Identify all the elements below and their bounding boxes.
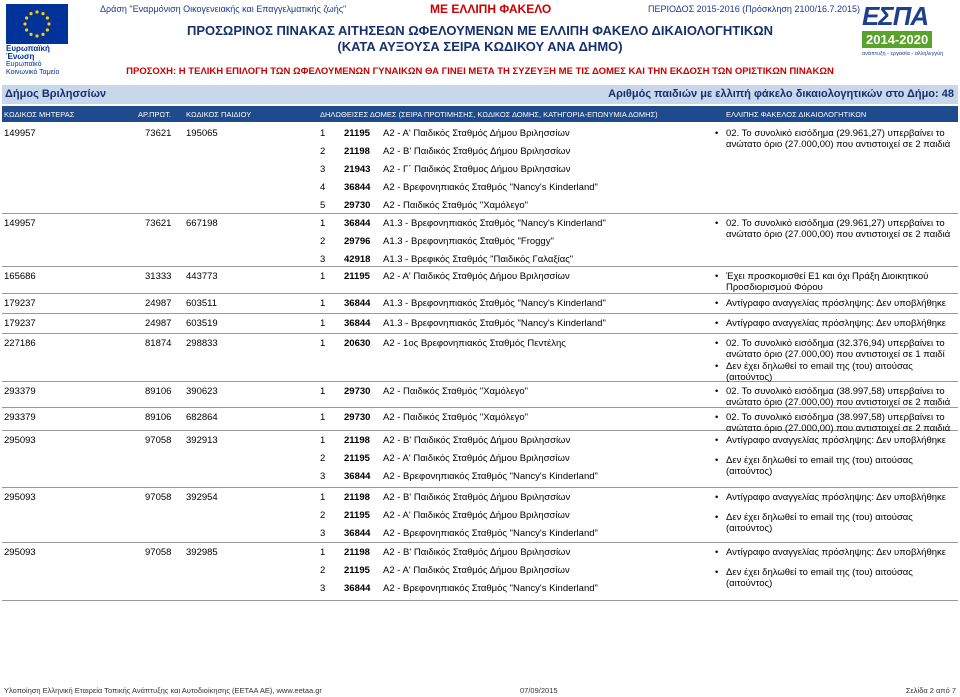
warning-notice: ΠΡΟΣΟΧΗ: Η ΤΕΛΙΚΗ ΕΠΙΛΟΓΗ ΤΩΝ ΩΦΕΛΟΥΜΕΝΩΝ ΓΥΝΑΙΚΩΝ ΘΑ ΓΙΝΕΙ ΜΕΤΑ ΤΗ ΣΥΖΕΥΞΗ ΜΕ ΤΙΣ ΔΟΜΕΣ ΚΑΙ ΤΗΝ ΕΚΔΟΣΗ ΤΩΝ ΟΡΙΣΤΙΚΩΝ ΠΙΝΑΚΩΝ	[126, 66, 834, 77]
table-row	[2, 433, 958, 488]
missing-reason: • Δεν έχει δηλωθεί το email της (του) αιτούσας (αιτούντος)	[714, 361, 958, 383]
structure-option	[2, 200, 702, 216]
option-order: 1	[320, 547, 326, 558]
structure-name: Α1.3 - Βρεφονηπιακός Σταθμός "Nancy's Kinderland"	[383, 298, 606, 309]
structure-option	[2, 471, 702, 487]
structure-name: Α2 - Παιδικός Σταθμός "Χαμόλεγο"	[383, 200, 529, 211]
missing-reason: • Αντίγραφο αναγγελίας πρόσληψης: Δεν υποβλήθηκε	[714, 435, 958, 446]
child-code: 195065	[186, 128, 218, 139]
structure-name: Α2 - Βρεφονηπιακός Σταθμός "Nancy's Kinderland"	[383, 182, 598, 193]
incomplete-file-label: ΜΕ ΕΛΛΙΠΗ ΦΑΚΕΛΟ	[430, 2, 552, 16]
structure-name: Α2 - Γ΄ Παιδικός Σταθμος Δήμου Βριλησσίων	[383, 164, 571, 175]
municipality-name: Δήμος Βριλησσίων	[5, 88, 107, 100]
missing-reason: • 02. Το συνολικό εισόδημα (38.997,58) υπερβαίνει το ανώτατο όριο (27.000,00) που αντιστοιχεί σε 2 παιδιά	[714, 386, 958, 408]
option-order: 1	[320, 298, 326, 309]
ar-prot: 81874	[145, 338, 172, 349]
structure-name: Α2 - Α' Παιδικός Σταθμός Δήμου Βριλησσίων	[383, 565, 570, 576]
structure-code: 21198	[344, 492, 370, 503]
missing-reason: • Αντίγραφο αναγγελίας πρόσληψης: Δεν υποβλήθηκε	[714, 547, 958, 558]
eu-caption-line1: Ευρωπαϊκή Ένωση	[6, 44, 50, 61]
option-order: 3	[320, 254, 326, 265]
mother-code: 227186	[4, 338, 36, 349]
structure-code: 29730	[344, 412, 371, 423]
municipality-bar	[2, 85, 958, 104]
structure-option	[2, 583, 702, 599]
option-order: 1	[320, 128, 326, 139]
child-code: 682864	[186, 412, 218, 423]
action-name: Δράση "Εναρμόνιση Οικογενειακής και Επαγγελματικής ζωής"	[100, 4, 347, 14]
option-order: 4	[320, 182, 326, 193]
header-options: ΔΗΛΩΘΕΙΣΕΣ ΔΟΜΕΣ (ΣΕΙΡΑ ΠΡΟΤΙΜΗΣΗΣ, ΚΩΔΙΚΟΣ ΔΟΜΗΣ, ΚΑΤΗΓΟΡΙΑ-ΕΠΩΝΥΜΙΑ ΔΟΜΗΣ)	[320, 110, 658, 119]
structure-name: Α2 - Β' Παιδικός Σταθμός Δήμου Βριλησσίων	[383, 435, 571, 446]
structure-name: Α2 - Β' Παιδικός Σταθμός Δήμου Βριλησσίων	[383, 547, 571, 558]
option-order: 1	[320, 218, 326, 229]
missing-reason: • Έχει προσκομισθεί Ε1 και όχι Πράξη Διοικητικού Προσδιορισμού Φόρου	[714, 271, 958, 293]
mother-code: 295093	[4, 435, 36, 446]
structure-name: Α1.3 - Βρεφονηπιακός Σταθμός "Nancy's Kinderland"	[383, 318, 606, 329]
structure-name: Α2 - Α' Παιδικός Σταθμός Δήμου Βριλησσίων	[383, 128, 570, 139]
structure-code: 36844	[344, 583, 371, 594]
structure-option	[2, 218, 702, 234]
ar-prot: 97058	[145, 547, 172, 558]
structure-option	[2, 453, 702, 469]
ar-prot: 24987	[145, 298, 172, 309]
missing-reason: • 02. Το συνολικό εισόδημα (38.997,58) υπερβαίνει το ανώτατο όριο (27.000,00) που αντιστοιχεί σε 2 παιδιά	[714, 412, 958, 434]
table-row	[2, 126, 958, 214]
option-order: 3	[320, 528, 326, 539]
option-order: 1	[320, 386, 326, 397]
structure-option	[2, 338, 702, 354]
structure-code: 36844	[344, 218, 371, 229]
structure-code: 36844	[344, 318, 371, 329]
option-order: 3	[320, 583, 326, 594]
header-mother-code: ΚΩΔΙΚΟΣ ΜΗΤΕΡΑΣ	[4, 110, 75, 119]
structure-option	[2, 146, 702, 162]
child-code: 298833	[186, 338, 218, 349]
structure-code: 29796	[344, 236, 371, 247]
structure-code: 29730	[344, 200, 371, 211]
structure-option	[2, 182, 702, 198]
mother-code: 179237	[4, 318, 36, 329]
mother-code: 295093	[4, 492, 36, 503]
table-row	[2, 216, 958, 267]
espa-word: ΕΣΠΑ	[862, 1, 929, 31]
structure-code: 21195	[344, 510, 370, 521]
eu-caption-line2: Ευρωπαϊκό Κοινωνικό Ταμείο	[6, 61, 60, 76]
table-row	[2, 490, 958, 543]
table-row	[2, 296, 958, 314]
ar-prot: 31333	[145, 271, 172, 282]
table-row	[2, 545, 958, 601]
structure-option	[2, 128, 702, 144]
mother-code: 165686	[4, 271, 36, 282]
header-child-code: ΚΩΔΙΚΟΣ ΠΑΙΔΙΟΥ	[186, 110, 252, 119]
structure-code: 20630	[344, 338, 371, 349]
child-code: 443773	[186, 271, 218, 282]
structure-code: 42918	[344, 254, 371, 265]
option-order: 2	[320, 453, 326, 464]
footer-date: 07/09/2015	[520, 686, 558, 695]
footer-credit: Υλοποίηση Ελληνική Εταιρεία Τοπικής Ανάπτυξης και Αυτοδιοίκησης (ΕΕΤΑΑ ΑΕ), www.eetaa.gr	[4, 686, 322, 695]
structure-option	[2, 386, 702, 402]
structure-name: Α2 - Παιδικός Σταθμός "Χαμόλεγο"	[383, 412, 529, 423]
option-order: 2	[320, 510, 326, 521]
option-order: 5	[320, 200, 326, 211]
structure-option	[2, 412, 702, 428]
header-missing: ΕΛΛΙΠΗΣ ΦΑΚΕΛΟΣ ΔΙΚΑΙΟΛΟΓΗΤΙΚΩΝ	[726, 110, 867, 119]
structure-code: 36844	[344, 471, 371, 482]
structure-code: 21195	[344, 128, 370, 139]
structure-option	[2, 298, 702, 314]
structure-name: Α2 - Β' Παιδικός Σταθμός Δήμου Βριλησσίων	[383, 146, 571, 157]
option-order: 1	[320, 435, 326, 446]
structure-name: Α1.3 - Βρεφονηπιακός Σταθμός "Froggy"	[383, 236, 554, 247]
structure-option	[2, 435, 702, 451]
structure-option	[2, 528, 702, 544]
child-code: 392913	[186, 435, 218, 446]
top-line	[100, 3, 860, 16]
missing-reason: • Αντίγραφο αναγγελίας πρόσληψης: Δεν υποβλήθηκε	[714, 318, 958, 329]
structure-name: Α2 - Βρεφονηπιακός Σταθμός "Nancy's Kinderland"	[383, 583, 598, 594]
table-row	[2, 316, 958, 334]
structure-name: Α2 - Παιδικός Σταθμός "Χαμόλεγο"	[383, 386, 529, 397]
missing-reason: • Δεν έχει δηλωθεί το email της (του) αιτούσας (αιτούντος)	[714, 512, 958, 534]
structure-name: Α2 - 1ος Βρεφονηπιακός Σταθμός Πεντέλης	[383, 338, 566, 349]
missing-reason: • Αντίγραφο αναγγελίας πρόσληψης: Δεν υποβλήθηκε	[714, 492, 958, 503]
ar-prot: 73621	[145, 128, 172, 139]
structure-code: 36844	[344, 182, 371, 193]
structure-option	[2, 510, 702, 526]
ar-prot: 89106	[145, 412, 172, 423]
structure-name: Α1.3 - Βρεφικός Σταθμός "Παιδικός Γαλαξίας"	[383, 254, 574, 265]
structure-code: 21198	[344, 435, 370, 446]
structure-name: Α2 - Βρεφονηπιακός Σταθμός "Nancy's Kinderland"	[383, 528, 598, 539]
option-order: 1	[320, 318, 326, 329]
page-title-line1: ΠΡΟΣΩΡΙΝΟΣ ΠΙΝΑΚΑΣ ΑΙΤΗΣΕΩΝ ΩΦΕΛΟΥΜΕΝΩΝ ΜΕ ΕΛΛΙΠΗ ΦΑΚΕΛΟ ΔΙΚΑΙΟΛΟΓΗΤΙΚΩΝ	[186, 23, 774, 38]
structure-name: Α2 - Α' Παιδικός Σταθμός Δήμου Βριλησσίων	[383, 271, 570, 282]
structure-name: Α2 - Β' Παιδικός Σταθμός Δήμου Βριλησσίων	[383, 492, 571, 503]
option-order: 3	[320, 471, 326, 482]
missing-reason: • Δεν έχει δηλωθεί το email της (του) αιτούσας (αιτούντος)	[714, 455, 958, 477]
structure-option	[2, 164, 702, 180]
option-order: 2	[320, 146, 326, 157]
espa-tagline: ανάπτυξη - εργασία - αλληλεγγύη	[862, 51, 944, 57]
table-header	[2, 106, 958, 122]
structure-code: 21195	[344, 565, 370, 576]
structure-option	[2, 271, 702, 287]
missing-reason: • 02. Το συνολικό εισόδημα (29.961,27) υπερβαίνει το ανώτατο όριο (27.000,00) που αντιστοιχεί σε 2 παιδιά	[714, 218, 958, 240]
missing-reason: • Δεν έχει δηλωθεί το email της (του) αιτούσας (αιτούντος)	[714, 567, 958, 589]
option-order: 2	[320, 236, 326, 247]
mother-code: 149957	[4, 128, 36, 139]
child-code: 603511	[186, 298, 217, 309]
child-code: 603519	[186, 318, 218, 329]
footer-page-number: Σελίδα 2 από 7	[905, 686, 956, 695]
structure-name: Α2 - Βρεφονηπιακός Σταθμός "Nancy's Kinderland"	[383, 471, 598, 482]
option-order: 2	[320, 565, 326, 576]
option-order: 1	[320, 412, 326, 423]
header-ar-prot: ΑΡ.ΠΡΩΤ.	[138, 110, 171, 119]
missing-reason: • 02. Το συνολικό εισόδημα (32.376,94) υπερβαίνει το ανώτατο όριο (27.000,00) που αντιστοιχεί σε 1 παιδί	[714, 338, 958, 360]
table-row	[2, 384, 958, 408]
structure-name: Α2 - Α' Παιδικός Σταθμός Δήμου Βριλησσίων	[383, 453, 570, 464]
table-row	[2, 410, 958, 434]
structure-code: 29730	[344, 386, 371, 397]
child-code: 390623	[186, 386, 218, 397]
structure-option	[2, 318, 702, 334]
structure-code: 21195	[344, 453, 370, 464]
structure-option	[2, 565, 702, 581]
mother-code: 149957	[4, 218, 36, 229]
ar-prot: 89106	[145, 386, 172, 397]
option-order: 3	[320, 164, 326, 175]
structure-option	[2, 492, 702, 508]
structure-name: Α2 - Α' Παιδικός Σταθμός Δήμου Βριλησσίων	[383, 510, 570, 521]
mother-code: 295093	[4, 547, 36, 558]
structure-code: 21198	[344, 547, 370, 558]
mother-code: 293379	[4, 412, 36, 423]
missing-reason: • 02. Το συνολικό εισόδημα (29.961,27) υπερβαίνει το ανώτατο όριο (27.000,00) που αντιστοιχεί σε 2 παιδιά	[714, 128, 958, 150]
option-order: 1	[320, 271, 326, 282]
ar-prot: 73621	[145, 218, 172, 229]
table-row	[2, 336, 958, 382]
option-order: 1	[320, 338, 326, 349]
structure-code: 36844	[344, 528, 371, 539]
ar-prot: 24987	[145, 318, 172, 329]
period-label: ΠΕΡΙΟΔΟΣ 2015-2016 (Πρόσκληση 2100/16.7.2015)	[647, 4, 860, 14]
ar-prot: 97058	[145, 492, 172, 503]
structure-code: 21195	[344, 271, 370, 282]
structure-name: Α1.3 - Βρεφονηπιακός Σταθμός "Nancy's Kinderland"	[383, 218, 606, 229]
structure-option	[2, 236, 702, 252]
structure-option	[2, 254, 702, 270]
table-row	[2, 269, 958, 294]
structure-code: 21198	[344, 146, 370, 157]
espa-years: 2014-2020	[862, 31, 932, 48]
child-code: 667198	[186, 218, 218, 229]
structure-option	[2, 547, 702, 563]
structure-code: 21943	[344, 164, 371, 175]
mother-code: 179237	[4, 298, 36, 309]
municipality-count: Αριθμός παιδιών με ελλιπή φάκελο δικαιολογητικών στο Δήμο: 48	[608, 88, 954, 100]
option-order: 1	[320, 492, 326, 503]
ar-prot: 97058	[145, 435, 172, 446]
child-code: 392985	[186, 547, 218, 558]
page-title-line2: (ΚΑΤΑ ΑΥΞΟΥΣΑ ΣΕΙΡΑ ΚΩΔΙΚΟΥ ΑΝΑ ΔΗΜΟ)	[337, 39, 623, 54]
missing-reason: • Αντίγραφο αναγγελίας πρόσληψης: Δεν υποβλήθηκε	[714, 298, 958, 309]
structure-code: 36844	[344, 298, 371, 309]
mother-code: 293379	[4, 386, 36, 397]
child-code: 392954	[186, 492, 218, 503]
